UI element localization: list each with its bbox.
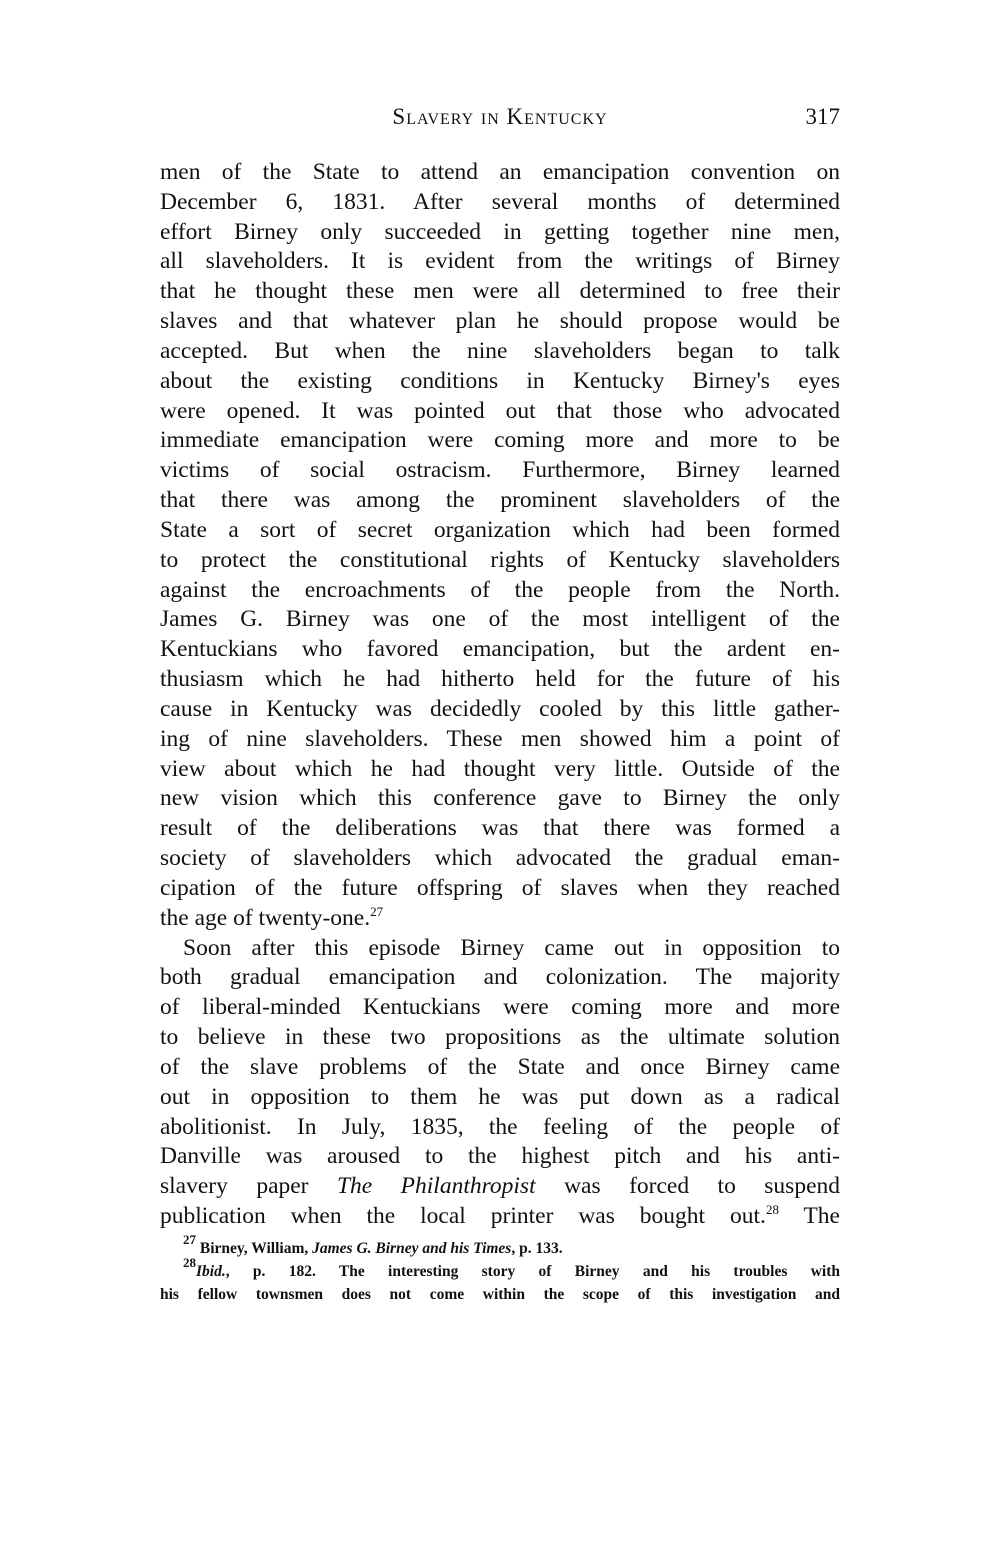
running-header bbox=[160, 104, 840, 138]
text-line: of the slave problems of the State and once Birney came bbox=[160, 1053, 840, 1080]
footnote-28-cont: his fellow townsmen does not come within the scope of this investigation and bbox=[160, 1286, 840, 1303]
text-line: abolitionist. In July, 1835, the feeling of the people of bbox=[160, 1113, 840, 1140]
text-line: to believe in these two propositions as the ultimate solution bbox=[160, 1024, 840, 1051]
footnote-ref: 28 bbox=[765, 1201, 779, 1217]
footnotes bbox=[160, 1232, 840, 1306]
page-number: 317 bbox=[805, 104, 840, 129]
text-line: Danville was aroused to the highest pitch and his anti- bbox=[160, 1143, 840, 1170]
text-line: victims of social ostracism. Furthermore, Birney learned bbox=[160, 457, 840, 484]
paper-title: The Philanthropist bbox=[336, 1173, 536, 1200]
text-line: Kentuckians who favored emancipation, but the ardent en- bbox=[160, 636, 840, 663]
text-line: effort Birney only succeeded in getting together nine men, bbox=[160, 218, 840, 245]
text-line: society of slaveholders which advocated the gradual eman- bbox=[160, 845, 840, 872]
text-line: men of the State to attend an emancipation convention on bbox=[160, 159, 840, 185]
text-line: cause in Kentucky was decidedly cooled by this little gather- bbox=[160, 695, 840, 722]
text-line: of liberal-minded Kentuckians were coming more and more bbox=[160, 994, 840, 1021]
text-line: against the encroachments of the people from the North. bbox=[160, 576, 840, 603]
text-line: accepted. But when the nine slaveholders began to talk bbox=[160, 337, 840, 364]
text-line: that there was among the prominent slaveholders of the bbox=[160, 487, 840, 514]
text-line: James G. Birney was one of the most intelligent of the bbox=[160, 606, 840, 633]
footnote-27: $^{27}$ Birney, William, James G. Birney and his Times, p. 133. bbox=[183, 1232, 563, 1257]
text-line: immediate emancipation were coming more and more to be bbox=[160, 427, 840, 454]
text-line: that he thought these men were all determined to free their bbox=[160, 278, 840, 305]
footnote-ref: 27 bbox=[370, 903, 384, 919]
text-line: new vision which this conference gave to Birney the only bbox=[160, 785, 840, 812]
text-line: view about which he had thought very little. Outside of the bbox=[160, 755, 840, 782]
text-line: Soon after this episode Birney came out in opposition to bbox=[183, 934, 840, 961]
body-text bbox=[160, 158, 840, 1232]
running-title: Slavery in Kentucky bbox=[392, 104, 608, 129]
text-line: slavery paper The Philanthropist was forced to suspend bbox=[160, 1173, 840, 1200]
footnote-28: $^{28}$Ibid., p. 182. The interesting story of Birney and his troubles with bbox=[183, 1255, 840, 1280]
text-line: about the existing conditions in Kentucky Birney's eyes bbox=[160, 367, 840, 394]
text-line: to protect the constitutional rights of Kentucky slaveholders bbox=[160, 546, 840, 573]
text-line: result of the deliberations was that there was formed a bbox=[160, 815, 840, 842]
text-line: State a sort of secret organization which had been formed bbox=[160, 516, 840, 543]
text-line: ing of nine slaveholders. These men showed him a point of bbox=[160, 725, 840, 752]
text-line: publication when the local printer was bought out.$^{28}$ The bbox=[160, 1201, 840, 1229]
text-line: December 6, 1831. After several months of determined bbox=[160, 188, 840, 215]
text-line: were opened. It was pointed out that those who advocated bbox=[160, 397, 840, 424]
text-line: cipation of the future offspring of slaves when they reached bbox=[160, 874, 840, 901]
text-line: thusiasm which he had hitherto held for the future of his bbox=[160, 666, 840, 693]
text-line: the age of twenty-one.$^{27}$ bbox=[160, 903, 384, 931]
text-line: all slaveholders. It is evident from the writings of Birney bbox=[160, 248, 840, 275]
text-line: slaves and that whatever plan he should propose would be bbox=[160, 308, 840, 335]
text-line: out in opposition to them he was put down as a radical bbox=[160, 1083, 840, 1110]
text-line: both gradual emancipation and colonization. The majority bbox=[160, 964, 840, 991]
